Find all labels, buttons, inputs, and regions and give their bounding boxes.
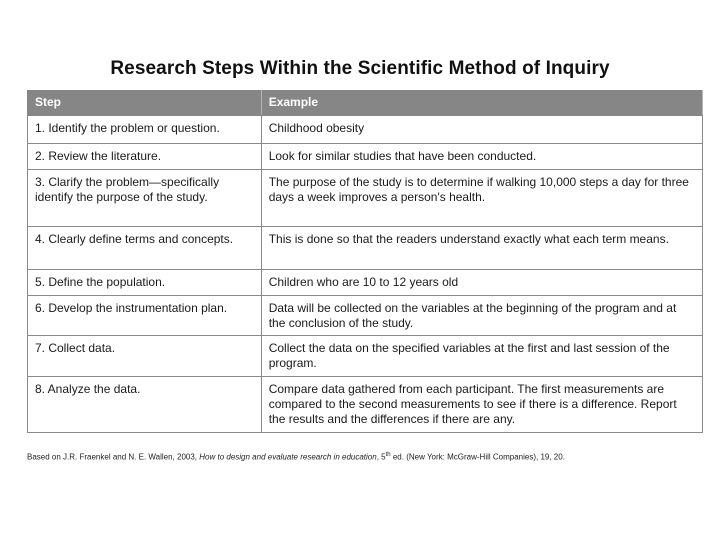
table-row [28, 336, 703, 377]
header-example: Example [261, 91, 702, 116]
step-cell: 2. Review the literature. [28, 144, 262, 170]
step-cell: 8. Analyze the data. [28, 377, 262, 433]
step-cell: 5. Define the population. [28, 270, 262, 296]
header-step: Step [28, 91, 262, 116]
footnote-suffix: ed. (New York: McGraw-Hill Companies), 19, 20. [390, 452, 565, 462]
step-cell: 7. Collect data. [28, 336, 262, 377]
step-cell: 3. Clarify the problem—specifically identify the purpose of the study. [28, 170, 262, 227]
table-row [28, 144, 703, 170]
table-header-row [28, 91, 703, 116]
example-cell: This is done so that the readers understand exactly what each term means. [261, 227, 702, 270]
example-cell: The purpose of the study is to determine if walking 10,000 steps a day for three days a week improves a person's health. [261, 170, 702, 227]
example-cell: Collect the data on the specified variables at the first and last session of the program. [261, 336, 702, 377]
step-cell: 1. Identify the problem or question. [28, 116, 262, 144]
table-row [28, 227, 703, 270]
footnote-edition-sup: th [385, 452, 391, 458]
step-cell: 6. Develop the instrumentation plan. [28, 296, 262, 336]
footnote-book-title: How to design and evaluate research in education [199, 452, 377, 462]
source-footnote [27, 452, 717, 462]
example-cell: Look for similar studies that have been conducted. [261, 144, 702, 170]
research-steps-table [27, 90, 703, 433]
example-cell: Data will be collected on the variables at the beginning of the program and at the conclusion of the study. [261, 296, 702, 336]
table-row [28, 296, 703, 336]
example-cell: Children who are 10 to 12 years old [261, 270, 702, 296]
example-cell: Compare data gathered from each participant. The first measurements are compared to the second measurements to see if there is a difference. Report the results and the differences if there are any. [261, 377, 702, 433]
table-row [28, 116, 703, 144]
step-cell: 4. Clearly define terms and concepts. [28, 227, 262, 270]
table-row [28, 270, 703, 296]
footnote-prefix: Based on J.R. Fraenkel and N. E. Wallen, 2003, [27, 452, 200, 462]
footnote-edition: , 5 [376, 452, 386, 462]
table-row [28, 377, 703, 433]
example-cell: Childhood obesity [261, 116, 702, 144]
page-title: Research Steps Within the Scientific Method of Inquiry [110, 58, 610, 79]
table-row [28, 170, 703, 227]
